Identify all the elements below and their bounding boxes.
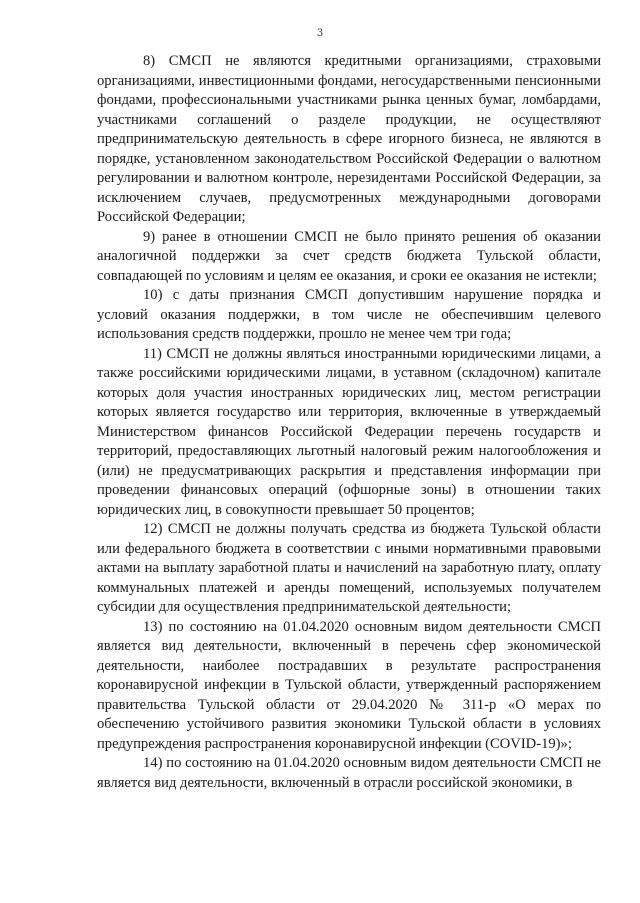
paragraph-item-11: 11) СМСП не должны являться иностранными юридическими лицами, а также российскими юридическими лицами, в уставном (складочном) капитале которых доля участия иностранных юридических лиц, местом регистрации которых является государство или территория, включенные в утверждаемый Министерством финансов Российской Федерации перечень государств и территорий, предоставляющих льготный налоговый режим налогообложения и (или) не предусматривающих раскрытия и представления информации при проведении финансовых операций (офшорные зоны) в отношении таких юридических лиц, в совокупности превышает 50 процентов; [97,345,601,518]
paragraph-item-14: 14) по состоянию на 01.04.2020 основным видом деятельности СМСП не является вид деятельности, включенный в отрасли российской экономики, в [97,755,601,791]
document-body [97,52,601,793]
paragraph-item-9: 9) ранее в отношении СМСП не было принято решения об оказании аналогичной поддержки за счет средств бюджета Тульской области, совпадающей по условиям и целям ее оказания, и сроки ее оказания не истекли; [97,228,601,284]
paragraph-item-10: 10) с даты признания СМСП допустившим нарушение порядка и условий оказания поддержки, в том числе не обеспечившим целевого использования средств поддержки, прошло не менее чем три года; [97,287,601,342]
paragraph-item-12: 12) СМСП не должны получать средства из бюджета Тульской области или федерального бюджета в соответствии с иными нормативными правовыми актами на выплату заработной платы и начислений на заработную плату, оплату коммунальных платежей и аренды помещений, используемых получателем субсидии для осуществления предпринимательской деятельности; [97,521,601,615]
paragraph-item-13: 13) по состоянию на 01.04.2020 основным видом деятельности СМСП является вид деятельности, включенный в перечень сфер экономической деятельности, наиболее пострадавших в результате распространения коронавирусной инфекции в Тульской области, утвержденный распоряжением правительства Тульской области от 29.04.2020 № 311-р «О мерах по обеспечению устойчивого развития экономики Тульской области в условиях предупреждения распространения коронавирусной инфекции (COVID-19)»; [97,618,601,752]
page-number: 3 [316,28,324,39]
paragraph-item-8: 8) СМСП не являются кредитными организациями, страховыми организациями, инвестиционными фондами, негосударственными пенсионными фондами, профессиональными участниками рынка ценных бумаг, ломбардами, участниками соглашений о разделе продукции, не осуществляют предпринимательскую деятельность в сфере игорного бизнеса, не являются в порядке, установленном законодательством Российской Федерации о валютном регулировании и валютном контроле, нерезидентами Российской Федерации, за исключением случаев, предусмотренных международными договорами Российской Федерации; [97,53,601,225]
